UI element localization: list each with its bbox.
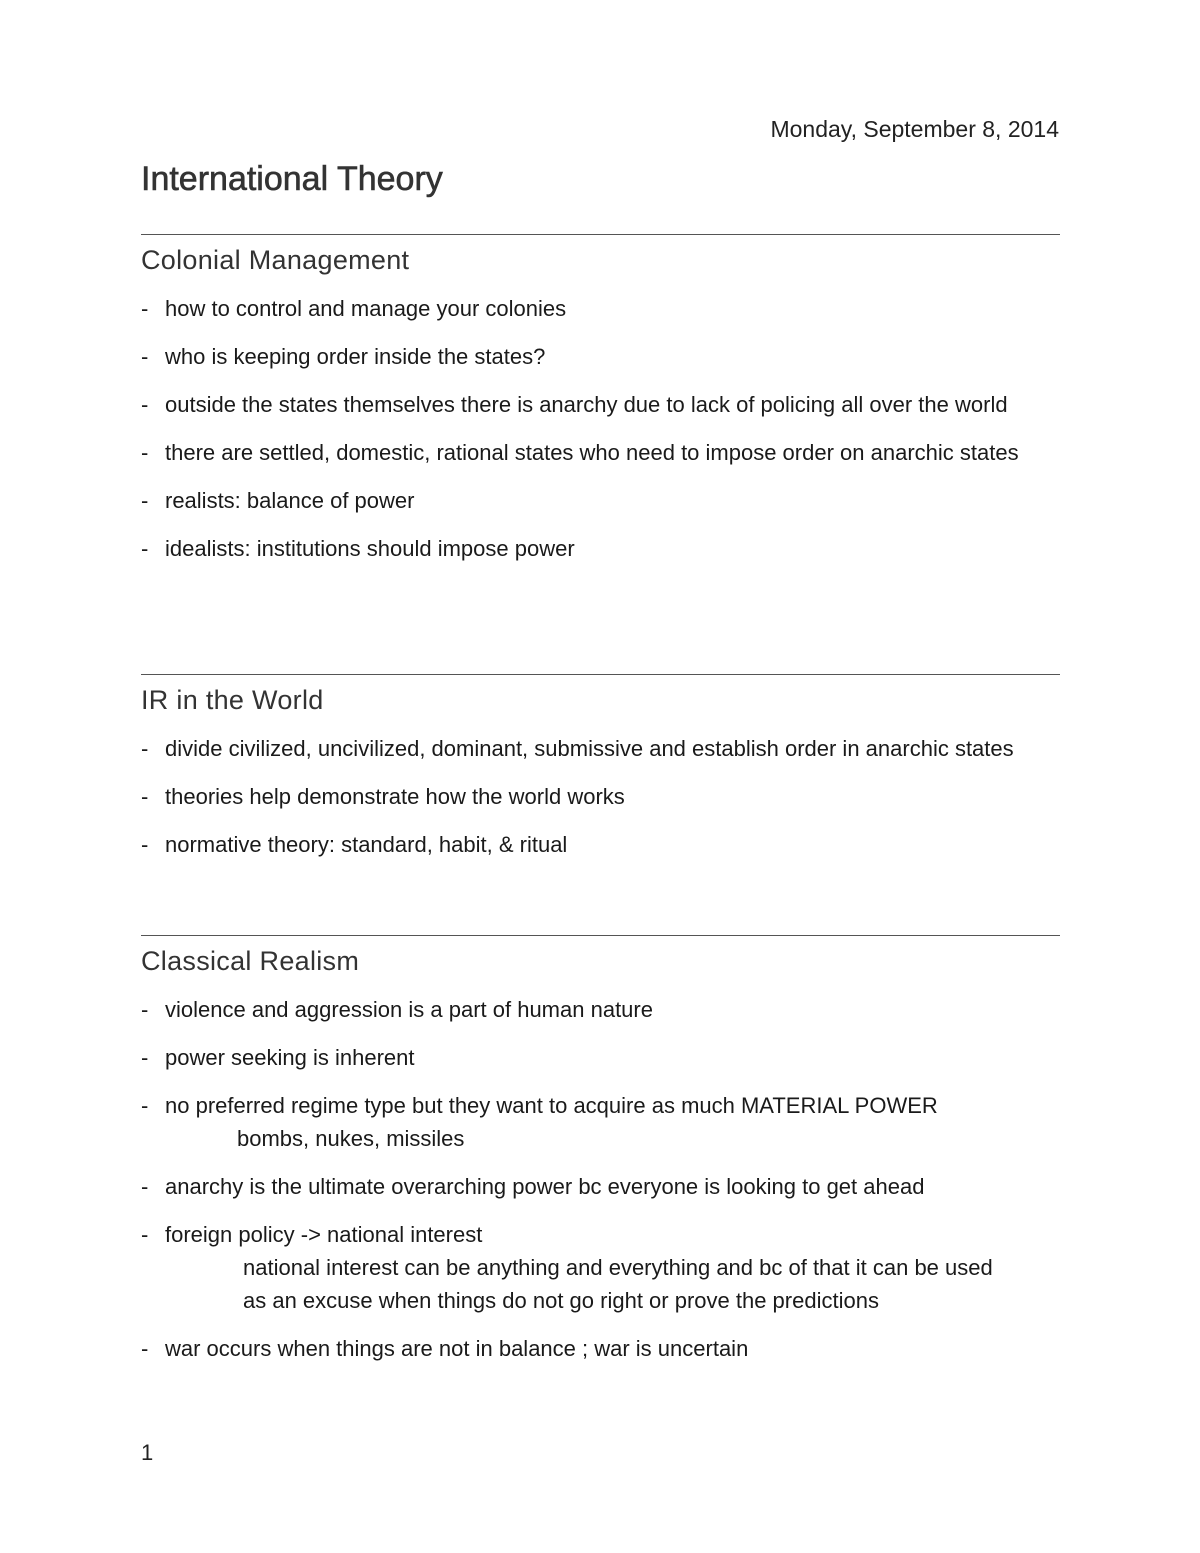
list-item-text: normative theory: standard, habit, & ritual [165,832,568,857]
dash-bullet: - [141,536,149,561]
list-item [141,292,1060,325]
list-item [141,340,1060,373]
list-item-text: power seeking is inherent [165,1045,415,1070]
dash-bullet: - [141,1336,149,1361]
sub-note: bombs, nukes, missiles [237,1126,465,1151]
list-item-text: there are settled, domestic, rational states who need to impose order on anarchic states [165,440,1019,465]
page-number: 1 [141,1440,154,1465]
list-item [141,436,1060,469]
document-date: Monday, September 8, 2014 [770,116,1059,142]
list-item [141,732,1060,765]
section-divider [141,674,1060,675]
section-heading: IR in the World [141,685,324,715]
dash-bullet: - [141,832,149,857]
dash-bullet: - [141,1045,149,1070]
section-divider [141,935,1060,936]
list-item-text: war occurs when things are not in balance ; war is uncertain [165,1336,749,1361]
list-item [141,388,1060,421]
bullet-list [141,292,1060,565]
list-item-text: who is keeping order inside the states? [165,344,546,369]
dash-bullet: - [141,736,149,761]
list-item-text: divide civilized, uncivilized, dominant, submissive and establish order in anarchic states [165,736,1014,761]
list-item-text: theories help demonstrate how the world works [165,784,625,809]
bullet-list [141,993,1060,1365]
bullet-list [141,732,1060,861]
list-item-text: anarchy is the ultimate overarching power bc everyone is looking to get ahead [165,1174,925,1199]
section-colonial-management [141,234,1060,580]
list-item-text: no preferred regime type but they want to acquire as much MATERIAL POWER [165,1093,938,1118]
list-item-text: idealists: institutions should impose power [165,536,575,561]
list-item [141,1041,1060,1074]
list-item-text: foreign policy -> national interest [165,1222,483,1247]
list-item-text: realists: balance of power [165,488,415,513]
dash-bullet: - [141,344,149,369]
list-item-text: outside the states themselves there is anarchy due to lack of policing all over the world [165,392,1008,417]
dash-bullet: - [141,1174,149,1199]
dash-bullet: - [141,1093,149,1118]
section-ir-in-the-world [141,674,1060,876]
list-item [141,993,1060,1026]
list-item-text: how to control and manage your colonies [165,296,567,321]
list-item [141,484,1060,517]
list-item [141,1170,1060,1203]
dash-bullet: - [141,488,149,513]
dash-bullet: - [141,440,149,465]
dash-bullet: - [141,392,149,417]
sub-note: national interest can be anything and everything and bc of that it can be used [243,1255,993,1280]
list-item [141,1218,1060,1317]
section-heading: Classical Realism [141,946,360,976]
list-item [141,780,1060,813]
list-item [141,1332,1060,1365]
section-heading: Colonial Management [141,245,410,275]
dash-bullet: - [141,997,149,1022]
section-divider [141,234,1060,235]
dash-bullet: - [141,1222,149,1247]
list-item [141,828,1060,861]
list-item-text: violence and aggression is a part of human nature [165,997,653,1022]
dash-bullet: - [141,296,149,321]
list-item [141,1089,1060,1155]
document-title: International Theory [141,160,443,198]
section-classical-realism [141,935,1060,1380]
dash-bullet: - [141,784,149,809]
sub-note: as an excuse when things do not go right or prove the predictions [243,1288,879,1313]
list-item [141,532,1060,565]
